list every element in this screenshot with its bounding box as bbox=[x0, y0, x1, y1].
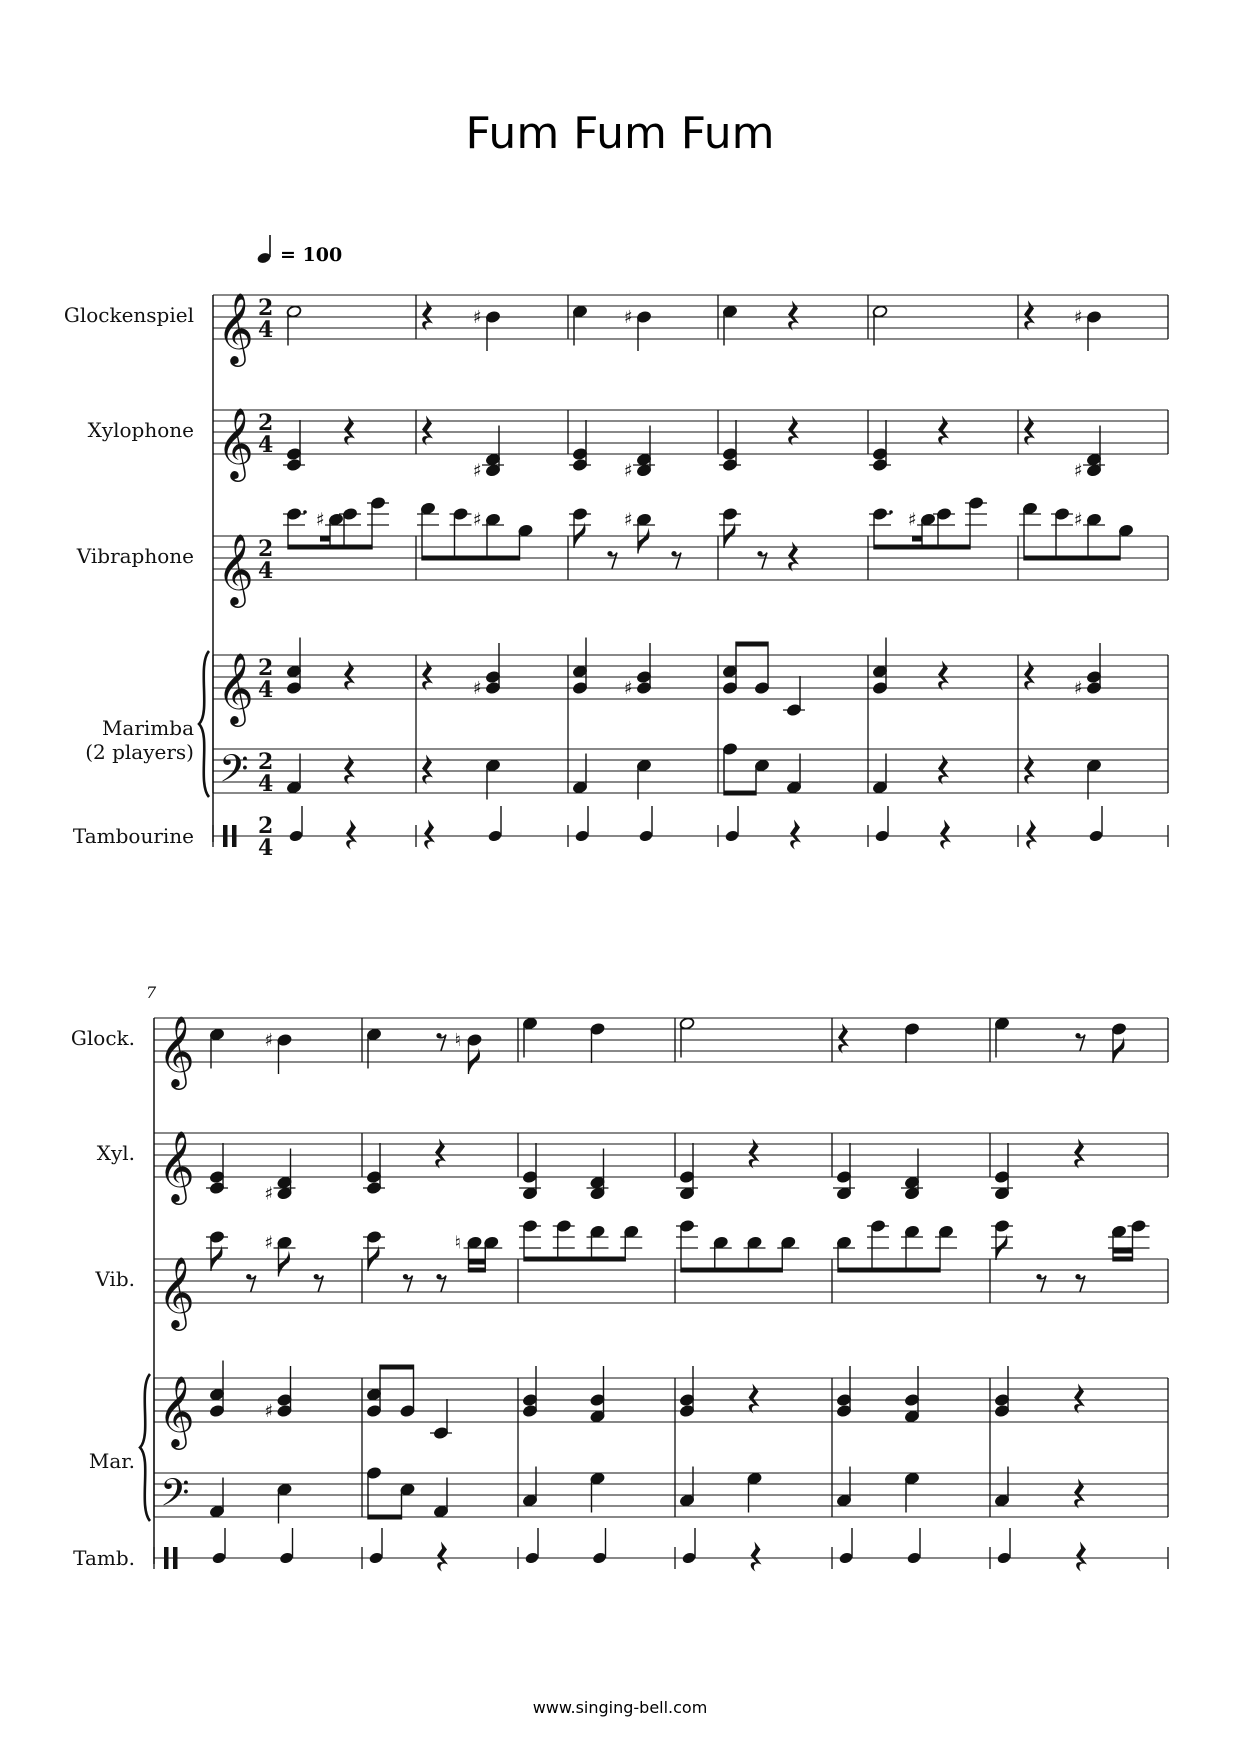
quarter-rest bbox=[422, 661, 433, 691]
tempo-text: = 100 bbox=[280, 244, 343, 266]
quarter-rest bbox=[344, 755, 355, 785]
staff-tambourine bbox=[154, 1528, 1168, 1572]
sharp-accidental: ♯ bbox=[473, 460, 482, 482]
note-beam bbox=[422, 556, 520, 561]
sharp-accidental: ♯ bbox=[473, 307, 482, 328]
treble-clef-icon: 𝄞 bbox=[217, 406, 254, 479]
time-signature-top: 2 bbox=[258, 749, 274, 775]
note-beam-partial bbox=[912, 537, 922, 542]
sharp-accidental: ♯ bbox=[264, 1232, 274, 1254]
instrument-label-glock: Glockenspiel bbox=[63, 303, 194, 327]
note-flag bbox=[469, 1048, 481, 1074]
staff-glock bbox=[213, 291, 1168, 367]
note-flag bbox=[1113, 1037, 1125, 1063]
quarter-rest bbox=[938, 416, 949, 446]
augmentation-dot bbox=[303, 510, 307, 514]
bass-clef-icon: 𝄢 bbox=[160, 1470, 190, 1524]
sharp-accidental: ♯ bbox=[264, 1401, 274, 1422]
quarter-rest bbox=[1024, 301, 1035, 331]
instrument-label-tamb: Tambourine bbox=[72, 824, 194, 848]
natural-accidental: ♮ bbox=[454, 1030, 461, 1051]
score-title: Fum Fum Fum bbox=[465, 108, 775, 159]
eighth-rest bbox=[674, 553, 681, 569]
note-beam bbox=[288, 545, 372, 550]
marimba-brace bbox=[140, 1374, 150, 1521]
staff-vib bbox=[213, 496, 1168, 608]
treble-clef-icon: 𝄞 bbox=[158, 1255, 195, 1328]
eighth-rest bbox=[439, 1035, 446, 1051]
staff-vib bbox=[154, 1219, 1168, 1331]
quarter-rest bbox=[346, 820, 357, 850]
sharp-accidental: ♯ bbox=[473, 509, 482, 531]
staff-mar-t bbox=[213, 638, 1168, 728]
note-beam bbox=[724, 791, 756, 796]
treble-clef-icon: 𝄞 bbox=[158, 1129, 195, 1202]
quarter-rest bbox=[437, 1542, 448, 1572]
quarter-rest bbox=[788, 542, 799, 572]
time-signature-top: 2 bbox=[258, 655, 274, 681]
treble-clef-icon: 𝄞 bbox=[217, 291, 254, 364]
time-signature-bottom: 4 bbox=[258, 835, 274, 861]
quarter-rest bbox=[749, 1139, 760, 1169]
quarter-rest bbox=[1074, 1384, 1085, 1414]
measure-number: 7 bbox=[146, 983, 157, 1002]
staff-mar-t bbox=[154, 1361, 1168, 1451]
time-signature-top: 2 bbox=[258, 295, 274, 321]
note-beam bbox=[736, 642, 768, 647]
note-flag bbox=[638, 528, 650, 554]
quarter-rest bbox=[940, 820, 951, 850]
quarter-rest bbox=[1024, 755, 1035, 785]
sharp-accidental: ♯ bbox=[1074, 307, 1083, 328]
sharp-accidental: ♯ bbox=[1074, 509, 1083, 531]
time-signature-top: 2 bbox=[258, 536, 274, 562]
instrument-label-vib: Vib. bbox=[95, 1267, 135, 1291]
quarter-rest bbox=[422, 755, 433, 785]
note-beam-secondary bbox=[469, 1260, 486, 1265]
sharp-accidental: ♯ bbox=[264, 1030, 274, 1051]
note-flag bbox=[996, 1234, 1008, 1260]
treble-clef-icon: 𝄞 bbox=[158, 1374, 195, 1447]
quarter-rest bbox=[422, 301, 433, 331]
time-signature-bottom: 4 bbox=[258, 317, 274, 343]
treble-clef-icon: 𝄞 bbox=[217, 532, 254, 605]
footer-url: www.singing-bell.com bbox=[532, 1698, 708, 1717]
instrument-label-mar_1: Marimba bbox=[101, 716, 194, 740]
eighth-rest bbox=[439, 1276, 446, 1292]
eighth-rest bbox=[1078, 1276, 1085, 1292]
staff-xyl bbox=[213, 406, 1168, 482]
score-system bbox=[71, 983, 1168, 1572]
sharp-accidental: ♯ bbox=[624, 307, 633, 328]
quarter-rest bbox=[938, 661, 949, 691]
augmentation-dot bbox=[889, 510, 893, 514]
quarter-rest bbox=[344, 416, 355, 446]
sharp-accidental: ♯ bbox=[473, 678, 482, 699]
treble-clef-icon: 𝄞 bbox=[217, 651, 254, 724]
note-beam bbox=[368, 1515, 402, 1520]
note-beam bbox=[838, 1268, 940, 1273]
time-signature-top: 2 bbox=[258, 410, 274, 436]
note-beam bbox=[681, 1268, 782, 1273]
quarter-rest bbox=[422, 416, 433, 446]
eighth-rest bbox=[760, 553, 767, 569]
tempo-marking bbox=[256, 235, 342, 266]
note-flag bbox=[279, 1251, 291, 1277]
sharp-accidental: ♯ bbox=[624, 460, 633, 482]
quarter-rest bbox=[1074, 1479, 1085, 1509]
eighth-rest bbox=[406, 1276, 413, 1292]
bass-clef-icon: 𝄢 bbox=[219, 746, 249, 800]
instrument-label-xyl: Xylophone bbox=[87, 418, 194, 442]
sharp-accidental: ♯ bbox=[264, 1183, 274, 1205]
quarter-rest bbox=[938, 755, 949, 785]
time-signature-bottom: 4 bbox=[258, 771, 274, 797]
quarter-rest bbox=[1074, 1139, 1085, 1169]
eighth-rest bbox=[1078, 1035, 1085, 1051]
note-beam-secondary bbox=[1113, 1249, 1133, 1254]
eighth-rest bbox=[249, 1276, 256, 1292]
quarter-rest bbox=[788, 416, 799, 446]
score-systems bbox=[64, 291, 1168, 1572]
eighth-rest bbox=[610, 553, 617, 569]
percussion-clef-icon bbox=[223, 825, 228, 847]
note-beam bbox=[1024, 556, 1120, 561]
note-beam bbox=[524, 1257, 625, 1262]
note-beam bbox=[469, 1268, 486, 1273]
instrument-label-xyl: Xyl. bbox=[96, 1141, 135, 1165]
quarter-rest bbox=[790, 820, 801, 850]
instrument-label-tamb: Tamb. bbox=[73, 1546, 135, 1570]
score-system bbox=[64, 291, 1168, 861]
time-signature-bottom: 4 bbox=[258, 558, 274, 584]
note-beam bbox=[380, 1365, 414, 1370]
instrument-label-mar_2: (2 players) bbox=[85, 740, 194, 764]
percussion-clef-icon bbox=[173, 1547, 178, 1569]
sharp-accidental: ♯ bbox=[908, 509, 917, 531]
sharp-accidental: ♯ bbox=[1074, 678, 1083, 699]
quarter-rest bbox=[1026, 820, 1037, 850]
eighth-rest bbox=[1039, 1276, 1046, 1292]
time-signature-top: 2 bbox=[258, 813, 274, 839]
staff-mar-b bbox=[154, 1466, 1168, 1524]
quarter-rest bbox=[1024, 661, 1035, 691]
instrument-label-vib: Vibraphone bbox=[76, 544, 194, 568]
sharp-accidental: ♯ bbox=[624, 678, 633, 699]
instrument-label-mar_1: Mar. bbox=[88, 1449, 135, 1473]
natural-accidental: ♮ bbox=[454, 1232, 461, 1254]
quarter-rest bbox=[751, 1542, 762, 1572]
staff-tambourine bbox=[213, 806, 1168, 861]
note-beam bbox=[874, 545, 970, 550]
quarter-rest bbox=[1024, 416, 1035, 446]
staff-glock bbox=[154, 1014, 1168, 1090]
marimba-brace bbox=[199, 651, 209, 797]
percussion-clef-icon bbox=[232, 825, 237, 847]
quarter-rest bbox=[1076, 1542, 1087, 1572]
note-beam-partial bbox=[320, 537, 330, 542]
time-signature-bottom: 4 bbox=[258, 432, 274, 458]
quarter-rest bbox=[788, 301, 799, 331]
quarter-rest bbox=[344, 661, 355, 691]
treble-clef-icon: 𝄞 bbox=[158, 1014, 195, 1087]
quarter-rest bbox=[435, 1139, 446, 1169]
note-flag bbox=[724, 522, 736, 548]
percussion-clef-icon bbox=[164, 1547, 169, 1569]
note-flag bbox=[574, 522, 586, 548]
staff-xyl bbox=[154, 1129, 1168, 1205]
note-beam bbox=[1113, 1257, 1133, 1262]
note-flag bbox=[368, 1245, 380, 1271]
quarter-rest bbox=[838, 1024, 849, 1054]
staff-mar-b bbox=[213, 742, 1168, 800]
time-signature-bottom: 4 bbox=[258, 677, 274, 703]
quarter-rest bbox=[749, 1384, 760, 1414]
quarter-rest bbox=[424, 820, 435, 850]
sharp-accidental: ♯ bbox=[316, 509, 325, 531]
sharp-accidental: ♯ bbox=[624, 509, 633, 531]
note-flag bbox=[211, 1245, 223, 1271]
instrument-label-glock: Glock. bbox=[70, 1026, 135, 1050]
sharp-accidental: ♯ bbox=[1074, 460, 1083, 482]
eighth-rest bbox=[316, 1276, 323, 1292]
